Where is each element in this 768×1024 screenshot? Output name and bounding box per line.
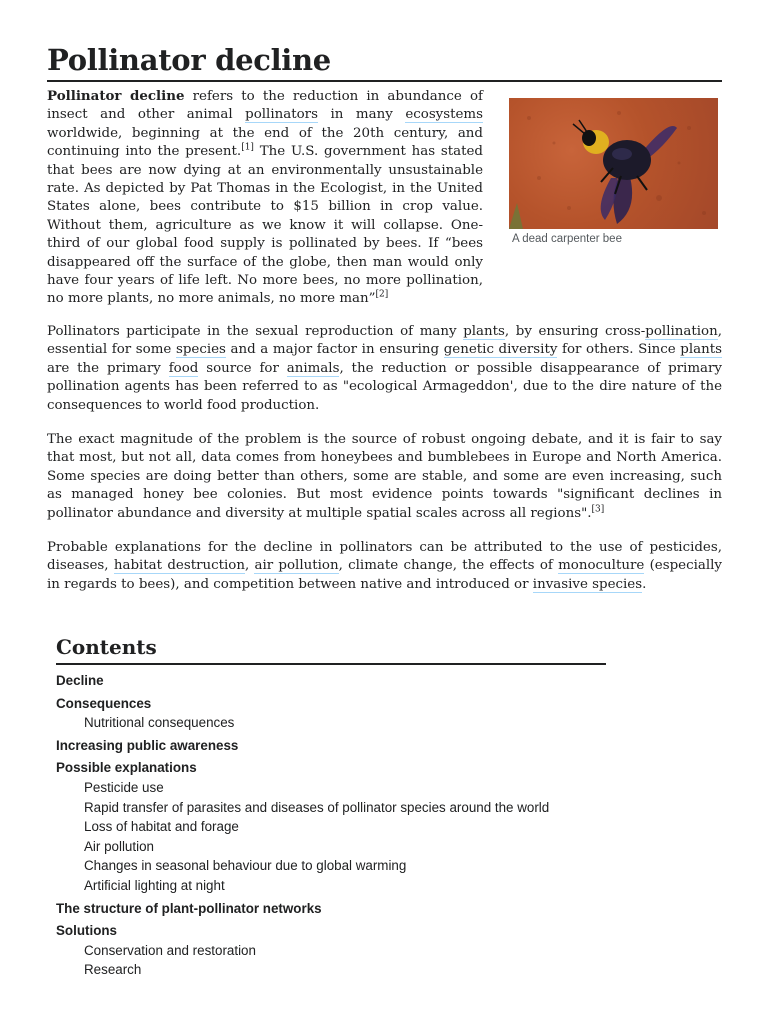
bold-term: Pollinator decline bbox=[47, 88, 185, 104]
text: are the primary bbox=[47, 360, 169, 376]
text: The U.S. government has stated that bees are now dying at an environmentally unsustainable rate. As depicted by Pat Thomas in the Ecologist, in the United States alone, bees contribute to $15 billion in crop value. Without them, agriculture as we know it will collapse. One-third of our global food supply is pollinated by bees. If “bees disappeared off the surface of the globe, then man would only have four years of life left. No more bees, no more pollination, no more plants, no more animals, no more man” bbox=[47, 144, 483, 307]
text: in many bbox=[317, 107, 406, 123]
toc-list bbox=[56, 671, 606, 980]
link-genetic-diversity[interactable]: genetic diversity bbox=[443, 342, 558, 358]
text: for others. Since bbox=[557, 342, 681, 358]
toc-item-possible-explanations[interactable]: Possible explanations bbox=[56, 760, 197, 776]
toc-item-habitat-forage[interactable]: Loss of habitat and forage bbox=[84, 819, 239, 835]
link-species[interactable]: species bbox=[175, 342, 226, 358]
link-pollination[interactable]: pollination bbox=[645, 324, 718, 339]
ref-2[interactable]: [2] bbox=[375, 290, 389, 300]
paragraph-3 bbox=[47, 431, 722, 523]
paragraph-2 bbox=[47, 323, 722, 415]
toc-item-consequences[interactable]: Consequences bbox=[56, 695, 152, 711]
bee-illustration bbox=[509, 98, 718, 229]
toc-item-research[interactable]: Research bbox=[84, 962, 142, 978]
link-animals[interactable]: animals bbox=[286, 360, 340, 376]
link-food[interactable]: food bbox=[168, 360, 199, 376]
link-habitat-destruction[interactable]: habitat destruction bbox=[113, 558, 245, 574]
text: and a major factor in ensuring bbox=[225, 342, 444, 358]
link-plants[interactable]: plants bbox=[463, 324, 505, 339]
toc-item-air-pollution[interactable]: Air pollution bbox=[84, 838, 154, 854]
toc-item-nutritional-consequences[interactable]: Nutritional consequences bbox=[84, 715, 235, 731]
toc-item-decline[interactable]: Decline bbox=[56, 673, 104, 688]
toc-item-public-awareness[interactable]: Increasing public awareness bbox=[56, 737, 239, 753]
text: , climate change, the effects of bbox=[338, 558, 559, 574]
page-title: Pollinator decline bbox=[47, 0, 722, 82]
text: Pollinators participate in the sexual reproduction of many bbox=[47, 324, 464, 339]
contents-heading: Contents bbox=[56, 633, 606, 665]
text: , bbox=[244, 558, 255, 574]
figure bbox=[509, 98, 718, 245]
table-of-contents bbox=[56, 633, 606, 980]
article bbox=[47, 0, 722, 592]
text: , by ensuring cross- bbox=[504, 324, 646, 339]
text: (especially in regards to bees), and competition between native and introduced or bbox=[47, 558, 722, 592]
toc-item-pesticide-use[interactable]: Pesticide use bbox=[84, 779, 164, 795]
text: The exact magnitude of the problem is the source of robust ongoing debate, and it is fair to say that most, but not all, data comes from honeybees and bumblebees in Europe and North America. Some species are doing better than others, some are stable, and some are even increasing, such as managed honey bee colonies. But most evidence points towards "significant declines in pollinator abundance and diversity at multiple spatial scales across all regions". bbox=[47, 432, 722, 521]
link-plants-2[interactable]: plants bbox=[680, 342, 722, 358]
text: source for bbox=[198, 360, 287, 376]
text: refers to the reduction in abundance of insect and other animal bbox=[47, 89, 483, 123]
toc-item-conservation[interactable]: Conservation and restoration bbox=[84, 942, 256, 958]
toc-item-artificial-lighting[interactable]: Artificial lighting at night bbox=[84, 877, 225, 893]
text: , the reduction or possible disappearance of primary pollination agents has been referred to as "ecological Armageddon', due to the dire nature of the consequences to world food production. bbox=[47, 360, 722, 413]
toc-item-solutions[interactable]: Solutions bbox=[56, 923, 117, 939]
paragraph-intro bbox=[47, 87, 483, 309]
link-ecosystems[interactable]: ecosystems bbox=[405, 107, 483, 123]
link-pollinators[interactable]: pollinators bbox=[245, 107, 318, 123]
carpenter-bee-photo[interactable] bbox=[509, 98, 718, 229]
text: worldwide, beginning at the end of the 20th century, and continuing into the present. bbox=[47, 125, 483, 160]
toc-item-parasites-diseases[interactable]: Rapid transfer of parasites and diseases of pollinator species around the world bbox=[84, 799, 550, 815]
text: . bbox=[642, 576, 647, 592]
link-air-pollution[interactable]: air pollution bbox=[254, 558, 339, 574]
link-invasive-species[interactable]: invasive species bbox=[532, 576, 643, 592]
link-monoculture[interactable]: monoculture bbox=[558, 558, 645, 574]
figure-caption: A dead carpenter bee bbox=[512, 233, 622, 245]
toc-item-plant-pollinator-networks[interactable]: The structure of plant-pollinator networks bbox=[56, 900, 322, 916]
text: Probable explanations for the decline in pollinators can be attributed to the use of pesticides, diseases, bbox=[47, 540, 722, 574]
toc-item-seasonal-behaviour[interactable]: Changes in seasonal behaviour due to global warming bbox=[84, 858, 407, 874]
ref-1[interactable]: [1] bbox=[241, 142, 254, 153]
text: , essential for some bbox=[47, 324, 722, 358]
ref-3[interactable]: [3] bbox=[591, 504, 605, 515]
paragraph-4 bbox=[47, 539, 722, 594]
